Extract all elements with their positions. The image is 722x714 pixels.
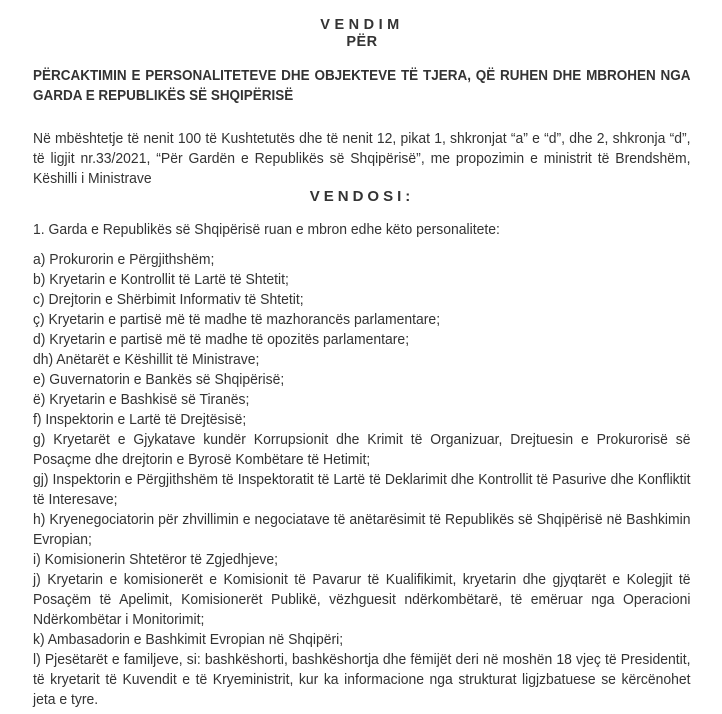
list-item: ç) Kryetarin e partisë më të madhe të mazhorancës parlamentare;: [33, 311, 441, 328]
list-item: a) Prokurorin e Përgjithshëm;: [33, 251, 215, 268]
list-item: gj) Inspektorin e Përgjithshëm të Inspektoratit të Lartë të Deklarimit dhe Kontrollit të Pasurive dhe Konfliktit të Interesave;: [33, 471, 691, 508]
list-item: dh) Anëtarët e Këshillit të Ministrave;: [33, 351, 260, 368]
list-item: d) Kryetarin e partisë më të madhe të opozitës parlamentare;: [33, 331, 410, 348]
list-item: f) Inspektorin e Lartë të Drejtësisë;: [33, 411, 247, 428]
list-item: i) Komisionerin Shtetëror të Zgjedhjeve;: [33, 551, 279, 568]
list-item: g) Kryetarët e Gjykatave kundër Korrupsionit dhe Krimit të Organizuar, Drejtuesin e Prokurorisë së Posaçme dhe drejtorin e Byrosë Kombëtare të Hetimit;: [33, 431, 691, 468]
document-title: VENDIM: [320, 17, 404, 33]
point-1: 1. Garda e Republikës së Shqipërisë ruan e mbron edhe këto personalitete:: [33, 221, 500, 238]
list-item: h) Kryenegociatorin për zhvillimin e negociatave të anëtarësimit të Republikës së Shqipërisë në Bashkimin Evropian;: [33, 511, 691, 548]
list-item: k) Ambasadorin e Bashkimit Evropian në Shqipëri;: [33, 631, 344, 648]
list-item: b) Kryetarin e Kontrollit të Lartë të Shtetit;: [33, 271, 289, 288]
list-item: l) Pjesëtarët e familjeve, si: bashkëshorti, bashkëshortja dhe fëmijët deri në moshën 18 vjeç të Presidentit, të kryetarit të Kuvendit e të Kryeministrit, kur ka informacione nga strukturat ligjzbatuese se kërcënohet jeta e tyre.: [33, 651, 691, 708]
list-item: ë) Kryetarin e Bashkisë së Tiranës;: [33, 391, 250, 408]
list-item: j) Kryetarin e komisionerët e Komisionit të Pavarur të Kualifikimit, kryetarin dhe gjyqtarët e Kolegjit të Posaçëm të Apelimit, Komisionerët Publikë, vëzhguesit ndërkombëtarë, të emëruar nga Operacioni Ndërkombëtar i Monitorimit;: [33, 571, 691, 628]
list-item: e) Guvernatorin e Bankës së Shqipërisë;: [33, 371, 285, 388]
list-item: c) Drejtorin e Shërbimit Informativ të Shtetit;: [33, 291, 304, 308]
document-subject: PËRCAKTIMIN E PERSONALITETEVE DHE OBJEKTEVE TË TJERA, QË RUHEN DHE MBROHEN NGA GARDA E REPUBLIKËS SË SHQIPËRISË: [33, 68, 691, 104]
personalities-list: [33, 250, 691, 710]
document-subtitle: PËR: [346, 34, 378, 50]
decides-heading: VENDOSI:: [309, 188, 415, 205]
preamble-paragraph: Në mbështetje të nenit 100 të Kushtetutës dhe të nenit 12, pikat 1, shkronjat “a” e “d”, dhe 2, shkronja “d”, të ligjit nr.33/2021, “Për Gardën e Republikës së Shqipërisë”, me propozimin e ministrit të Brendshëm, Këshilli i Ministrave: [33, 130, 691, 187]
